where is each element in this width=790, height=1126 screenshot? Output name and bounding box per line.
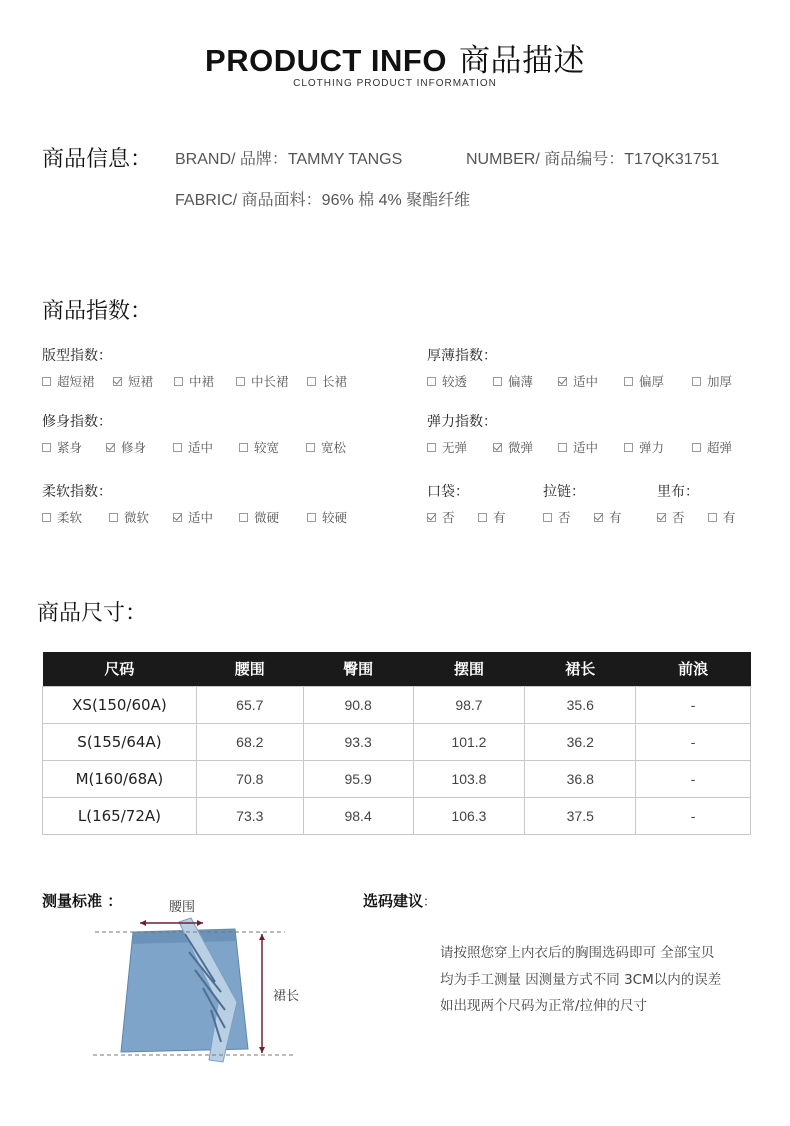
waist-label: 腰围 <box>169 900 196 915</box>
fit-index-options <box>42 372 347 390</box>
column-header: 尺码 <box>43 652 197 686</box>
size-table <box>42 652 751 835</box>
value-cell: 95.9 <box>303 760 413 797</box>
checkbox[interactable] <box>558 443 567 452</box>
value-cell: 98.7 <box>413 686 525 723</box>
option-item[interactable]: 有 <box>594 508 622 526</box>
advice-line: 请按照您穿上内衣后的胸围选码即可 全部宝贝 <box>440 945 715 961</box>
column-header: 摆围 <box>413 652 525 686</box>
thickness-index-options <box>427 372 732 390</box>
value-cell: 98.4 <box>303 797 413 834</box>
size-cell: M(160/68A) <box>43 760 197 797</box>
option-item[interactable]: 超短裙 <box>42 372 113 390</box>
size-cell: L(165/72A) <box>43 797 197 834</box>
value-cell: 36.8 <box>525 760 636 797</box>
checkbox-checked[interactable] <box>173 513 182 522</box>
skirt-measure-diagram <box>85 892 310 1070</box>
option-item[interactable]: 否 <box>427 508 478 526</box>
checkbox[interactable] <box>306 443 315 452</box>
page-title-cn: 商品描述 <box>458 43 585 79</box>
product-info-heading: 商品信息： <box>42 147 153 172</box>
checkbox[interactable] <box>173 443 182 452</box>
option-item[interactable]: 超弹 <box>692 438 732 456</box>
elastic-index-label: 弹力指数： <box>427 414 497 430</box>
option-item[interactable]: 微软 <box>109 508 173 526</box>
checkbox[interactable] <box>239 513 248 522</box>
option-item[interactable]: 弹力 <box>624 438 692 456</box>
size-cell: S(155/64A) <box>43 723 197 760</box>
value-cell: 68.2 <box>196 723 303 760</box>
option-item[interactable]: 有 <box>478 508 506 526</box>
value-cell: 70.8 <box>196 760 303 797</box>
checkbox[interactable] <box>543 513 552 522</box>
checkbox[interactable] <box>239 443 248 452</box>
page-subtitle: CLOTHING PRODUCT INFORMATION <box>293 78 497 89</box>
fabric-text: FABRIC/ 商品面料：96% 棉 4% 聚酯纤维 <box>175 192 471 209</box>
value-cell: 106.3 <box>413 797 525 834</box>
option-item[interactable]: 修身 <box>106 438 173 456</box>
checkbox[interactable] <box>307 513 316 522</box>
option-item[interactable]: 适中 <box>173 508 239 526</box>
table-row <box>43 686 751 723</box>
option-item[interactable]: 无弹 <box>427 438 493 456</box>
indices-heading: 商品指数： <box>42 299 153 324</box>
lining-label: 里布： <box>657 484 699 500</box>
value-cell: 37.5 <box>525 797 636 834</box>
checkbox[interactable] <box>427 443 436 452</box>
table-row <box>43 797 751 834</box>
pocket-label: 口袋： <box>427 484 469 500</box>
option-item[interactable]: 微弹 <box>493 438 558 456</box>
pocket-options <box>427 508 506 526</box>
checkbox[interactable] <box>708 513 717 522</box>
option-item[interactable]: 适中 <box>558 438 624 456</box>
measure-heading: 测量标准 ： <box>42 892 123 910</box>
page-title <box>0 35 790 80</box>
checkbox[interactable] <box>493 377 502 386</box>
option-item[interactable]: 适中 <box>558 372 624 390</box>
checkbox-checked[interactable] <box>493 443 502 452</box>
lining-options <box>657 508 736 526</box>
value-cell: - <box>636 797 751 834</box>
slim-index-options <box>42 438 346 456</box>
checkbox-checked[interactable] <box>427 513 436 522</box>
value-cell: 103.8 <box>413 760 525 797</box>
option-item[interactable]: 柔软 <box>42 508 109 526</box>
checkbox-checked[interactable] <box>594 513 603 522</box>
advice-line: 均为手工测量 因测量方式不同 3CM以内的误差 <box>440 971 722 988</box>
option-item[interactable]: 加厚 <box>692 372 732 390</box>
checkbox[interactable] <box>174 377 183 386</box>
zipper-label: 拉链： <box>543 484 585 500</box>
option-item[interactable]: 中长裙 <box>236 372 307 390</box>
table-header-row <box>43 652 751 686</box>
elastic-index-options <box>427 438 732 456</box>
size-cell: XS(150/60A) <box>43 686 197 723</box>
zipper-options <box>543 508 622 526</box>
option-item[interactable]: 较透 <box>427 372 493 390</box>
value-cell: 101.2 <box>413 723 525 760</box>
value-cell: 35.6 <box>525 686 636 723</box>
advice-text <box>440 940 721 1020</box>
value-cell: - <box>636 723 751 760</box>
softness-index-label: 柔软指数： <box>42 484 112 500</box>
option-item[interactable]: 偏厚 <box>624 372 692 390</box>
value-cell: 73.3 <box>196 797 303 834</box>
checkbox[interactable] <box>42 443 51 452</box>
checkbox[interactable] <box>236 377 245 386</box>
option-item[interactable]: 偏薄 <box>493 372 558 390</box>
table-row <box>43 760 751 797</box>
size-heading: 商品尺寸： <box>37 601 148 626</box>
option-item[interactable]: 否 <box>657 508 708 526</box>
value-cell: 93.3 <box>303 723 413 760</box>
slim-index-label: 修身指数： <box>42 414 112 430</box>
checkbox[interactable] <box>307 377 316 386</box>
checkbox[interactable] <box>692 443 701 452</box>
checkbox[interactable] <box>624 377 633 386</box>
option-item[interactable]: 宽松 <box>306 438 346 456</box>
value-cell: 65.7 <box>196 686 303 723</box>
value-cell: 36.2 <box>525 723 636 760</box>
checkbox[interactable] <box>42 377 51 386</box>
column-header: 臀围 <box>303 652 413 686</box>
checkbox[interactable] <box>478 513 487 522</box>
option-item[interactable]: 较硬 <box>307 508 347 526</box>
checkbox-checked[interactable] <box>657 513 666 522</box>
checkbox[interactable] <box>427 377 436 386</box>
value-cell: - <box>636 686 751 723</box>
checkbox[interactable] <box>624 443 633 452</box>
checkbox[interactable] <box>692 377 701 386</box>
column-header: 裙长 <box>525 652 636 686</box>
table-row <box>43 723 751 760</box>
option-item[interactable]: 微硬 <box>239 508 307 526</box>
checkbox[interactable] <box>109 513 118 522</box>
column-header: 腰围 <box>196 652 303 686</box>
brand-text: BRAND/ 品牌：TAMMY TANGS <box>175 151 403 168</box>
checkbox-checked[interactable] <box>113 377 122 386</box>
fit-index-label: 版型指数： <box>42 348 112 364</box>
number-text: NUMBER/ 商品编号：T17QK31751 <box>466 151 720 168</box>
option-item[interactable]: 紧身 <box>42 438 106 456</box>
checkbox-checked[interactable] <box>558 377 567 386</box>
length-label: 裙长 <box>273 989 300 1004</box>
advice-line: 如出现两个尺码为正常/拉伸的尺寸 <box>440 998 648 1014</box>
option-item[interactable]: 否 <box>543 508 594 526</box>
option-item[interactable]: 适中 <box>173 438 239 456</box>
checkbox[interactable] <box>42 513 51 522</box>
softness-index-options <box>42 508 347 526</box>
page-title-en: PRODUCT INFO <box>205 43 447 78</box>
option-item[interactable]: 较宽 <box>239 438 306 456</box>
thickness-index-label: 厚薄指数： <box>427 348 497 364</box>
option-item[interactable]: 短裙 <box>113 372 174 390</box>
value-cell: - <box>636 760 751 797</box>
checkbox-checked[interactable] <box>106 443 115 452</box>
value-cell: 90.8 <box>303 686 413 723</box>
option-item[interactable]: 中裙 <box>174 372 236 390</box>
column-header: 前浪 <box>636 652 751 686</box>
option-item[interactable]: 长裙 <box>307 372 347 390</box>
advice-heading: 选码建议： <box>363 892 437 910</box>
option-item[interactable]: 有 <box>708 508 736 526</box>
